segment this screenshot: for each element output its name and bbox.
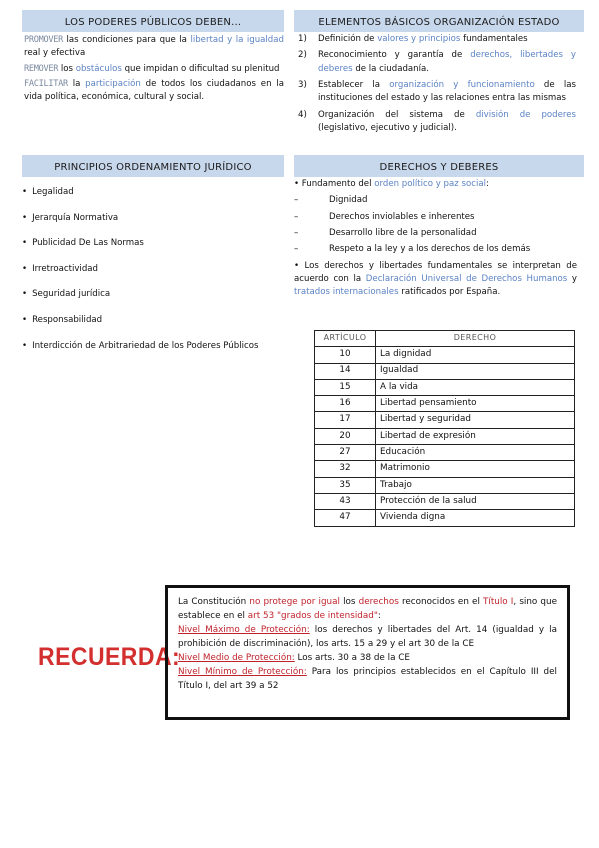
column-header-articulo: ARTÍCULO <box>315 331 376 347</box>
remover-verb: REMOVER <box>24 63 59 74</box>
list-item: • Seguridad jurídica <box>22 288 292 314</box>
recuerda-intro: La Constitución no protege por igual los derechos reconocidos en el Título I, sino que establece en el art 53 "grados de intensidad": <box>178 597 557 622</box>
poderes-header <box>22 10 284 32</box>
nivel-medio: Nivel Medio de Protección: Los arts. 30 a 38 de la CE <box>178 653 410 664</box>
list-item: • Responsabilidad <box>22 314 292 340</box>
column-header-derecho: DERECHO <box>376 331 575 347</box>
list-item: • Irretroactividad <box>22 263 292 289</box>
elementos-item: 3) Establecer la organización y funcionamiento de las instituciones del estado y las relaciones entra las mismas <box>298 79 577 104</box>
list-item: – Respeto a la ley y a los derechos de los demás <box>294 243 577 256</box>
principios-header <box>22 155 284 177</box>
facilitar-verb: FACILITAR <box>24 78 68 89</box>
elementos-item: 2) Reconocimiento y garantía de derechos, libertades y deberes de la ciudadanía. <box>298 50 576 74</box>
fundamento-line: • Fundamento del orden político y paz social: <box>294 179 489 189</box>
remover-paragraph: REMOVER los obstáculos que impidan o dificultad su plenitud <box>24 63 280 74</box>
elementos-block <box>296 33 576 138</box>
elementos-item: 1) Definición de valores y principios fundamentales <box>298 34 528 44</box>
table-row: 20 Libertad de expresión <box>315 428 575 444</box>
list-item: • Publicidad De Las Normas <box>22 237 292 263</box>
poderes-block <box>24 34 284 105</box>
nivel-minimo: Nivel Mínimo de Protección: Para los principios establecidos en el Capítulo III del Título I, del art 39 a 52 <box>178 667 557 692</box>
list-item: • Jerarquía Normativa <box>22 212 292 238</box>
derechos-block <box>294 178 577 300</box>
table-row: 17 Libertad y seguridad <box>315 412 575 428</box>
table-row: 14 Igualdad <box>315 363 575 379</box>
list-item: – Dignidad <box>294 194 577 207</box>
table-row: 35 Trabajo <box>315 477 575 493</box>
poderes-title: LOS PODERES PÚBLICOS DEBEN... <box>64 17 242 28</box>
derechos-header <box>294 155 584 177</box>
elementos-item: 4) Organización del sistema de división de poderes (legislativo, ejecutivo y judicial). <box>298 109 577 133</box>
facilitar-paragraph: FACILITAR la participación de todos los ciudadanos en la vida política, económica, cultural y social. <box>24 78 284 103</box>
table-row: 16 Libertad pensamiento <box>315 396 575 412</box>
articulos-table <box>314 330 575 527</box>
table-row: 43 Protección de la salud <box>315 493 575 509</box>
table-header-row <box>315 331 575 347</box>
table-row: 10 La dignidad <box>315 347 575 363</box>
nivel-maximo: Nivel Máximo de Protección: los derechos y libertades del Art. 14 (igualdad y la prohibición de discriminación), los arts. 15 a 29 y el art 30 de la CE <box>178 625 557 650</box>
recuerda-box <box>165 585 570 720</box>
table-row: 27 Educación <box>315 445 575 461</box>
principios-list <box>22 186 292 365</box>
interpretacion-paragraph: • Los derechos y libertades fundamentales se interpretan de acuerdo con la Declaración Universal de Derechos Humanos y tratados internacionales ratificados por España. <box>294 260 577 298</box>
table-row: 47 Vivienda digna <box>315 510 575 526</box>
promover-paragraph: PROMOVER las condiciones para que la libertad y la igualdad real y efectiva <box>24 35 284 59</box>
principios-title: PRINCIPIOS ORDENAMIENTO JURÍDICO <box>54 162 252 173</box>
elementos-title: ELEMENTOS BÁSICOS ORGANIZACIÓN ESTADO <box>318 17 560 28</box>
promover-verb: PROMOVER <box>24 35 63 45</box>
derechos-title: DERECHOS Y DEBERES <box>379 162 499 173</box>
list-item: – Derechos inviolables e inherentes <box>294 211 577 224</box>
elementos-header <box>294 10 584 32</box>
list-item: • Interdicción de Arbitrariedad de los Poderes Públicos <box>22 340 292 366</box>
list-item: • Legalidad <box>22 186 292 212</box>
table-row: 15 A la vida <box>315 379 575 395</box>
list-item: – Desarrollo libre de la personalidad <box>294 227 577 240</box>
recuerda-label: RECUERDA: <box>38 643 181 671</box>
table-row: 32 Matrimonio <box>315 461 575 477</box>
